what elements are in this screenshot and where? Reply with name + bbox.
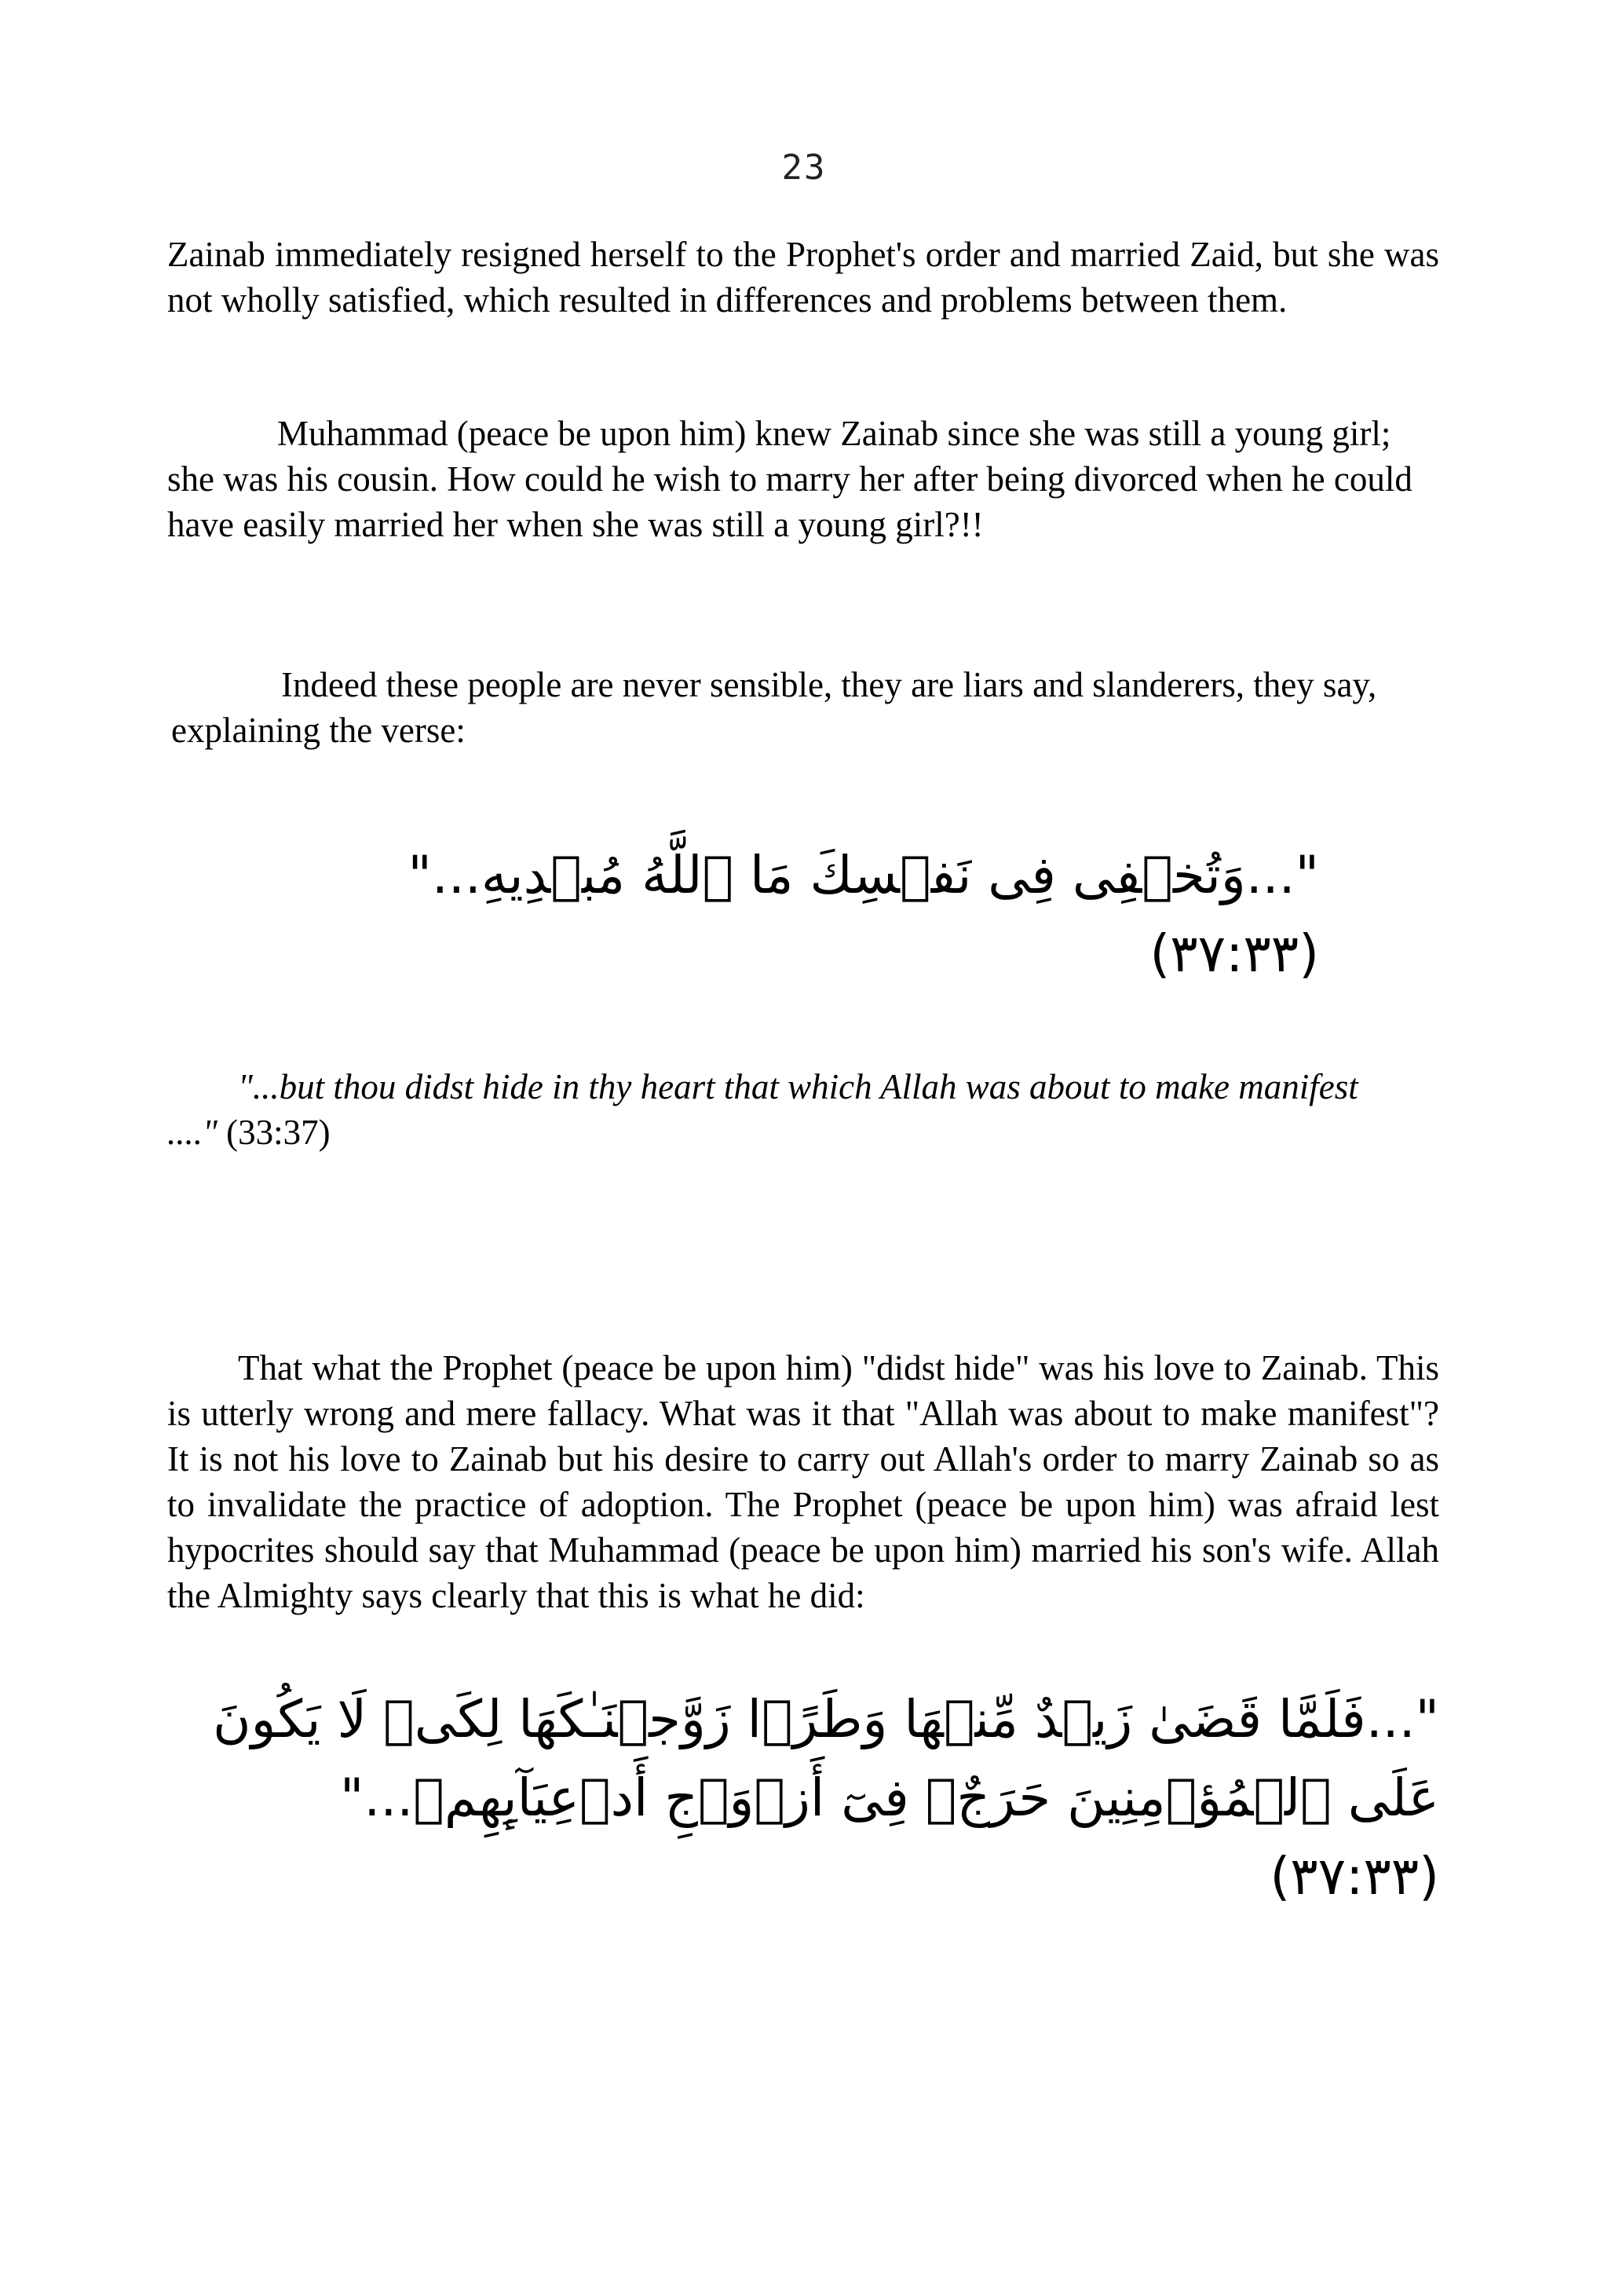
paragraph-zainab-resigned: Zainab immediately resigned herself to the Prophet's order and married Zaid, but she was not wholly satisfied, which resulted in differences and problems between them. <box>167 235 1439 320</box>
paragraph-didst-hide-explanation: That what the Prophet (peace be upon him) "didst hide" was his love to Zainab. This is utterly wrong and mere fallacy. What was it that "Allah was about to make manifest"? It is not his love to Zainab but his desire to carry out Allah's order to marry Zainab so as to invalidate the practice of adoption. The Prophet (peace be upon him) was afraid lest hypocrites should say that Muhammad (peace be upon him) married his son's wife. Allah the Almighty says clearly that this is what he did: <box>167 1348 1439 1615</box>
page-number: 23 <box>781 148 827 188</box>
verse-translation-reference: (33:37) <box>217 1113 331 1152</box>
paragraph-verse-translation <box>167 1064 1392 1155</box>
paragraph-muhammad-knew-zainab: Muhammad (peace be upon him) knew Zainab since she was still a young girl; she was his cousin. How could he wish to marry her after being divorced when he could have easily married her when she was still a young girl?!! <box>167 414 1412 544</box>
arabic-verse-33-37-short: "...وَتُخۡفِى فِى نَفۡسِكَ مَا ٱللَّهُ مُبۡدِيهِ..." (٣٧:٣٣) <box>407 845 1319 984</box>
paragraph-liars-slanderers: Indeed these people are never sensible, they are liars and slanderers, they say, explaining the verse: <box>171 665 1377 750</box>
arabic-verse-33-37-long: "...فَلَمَّا قَضَىٰ زَيۡدٌ مِّنۡهَا وَطَرً۬ا زَوَّجۡنَـٰكَهَا لِكَىۡ لَا يَكُونَ عَلَى ٱلۡمُؤۡمِنِينَ حَرَجٌ۬ فِىٓ أَزۡوَٲجِ أَدۡعِيَآٮِٕهِمۡ..." (٣٧:٣٣) <box>213 1689 1439 1907</box>
verse-translation-quote: "...but thou didst hide in thy heart that which Allah was about to make manifest ...." <box>167 1067 1358 1152</box>
